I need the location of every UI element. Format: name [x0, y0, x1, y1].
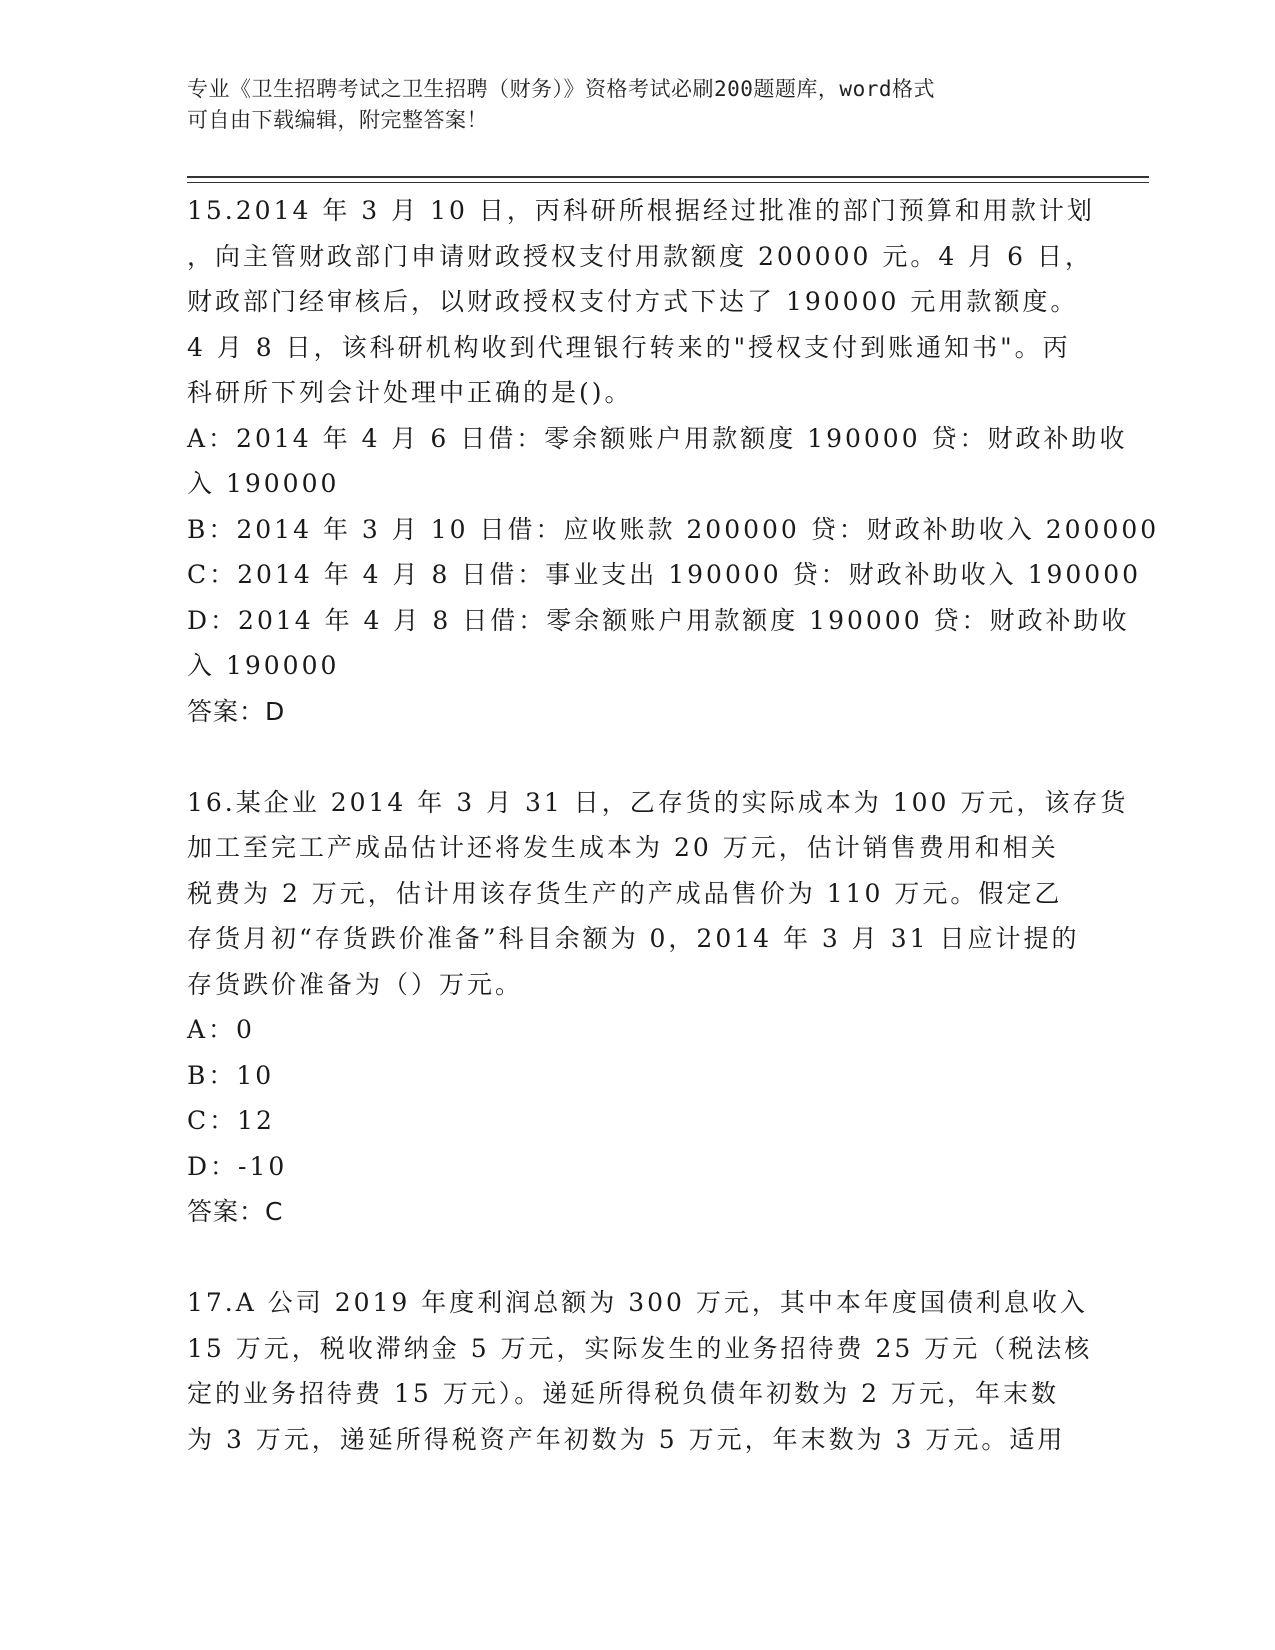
option-d: D：-10	[187, 1151, 288, 1181]
question-15	[187, 188, 1160, 734]
question-text-line: 4 月 8 日，该科研机构收到代理银行转来的"授权支付到账通知书"。丙	[187, 332, 1071, 362]
question-text-line: ，向主管财政部门申请财政授权支付用款额度 200000 元。4 月 6 日，	[187, 241, 1093, 271]
option-c: C：12	[187, 1106, 275, 1135]
page-header	[187, 74, 1067, 136]
question-text-line: 定的业务招待费 15 万元）。递延所得税负债年初数为 2 万元，年末数	[187, 1379, 1060, 1408]
answer-label: 答案：D	[187, 696, 286, 726]
question-text-line: 科研所下列会计处理中正确的是()。	[187, 378, 633, 407]
question-text-line: 17.A 公司 2019 年度利润总额为 300 万元，其中本年度国债利息收入	[187, 1288, 1088, 1317]
option-a: A：2014 年 4 月 6 日借：零余额账户用款额度 190000 贷：财政补助收	[187, 423, 1128, 453]
question-spacer	[187, 734, 1087, 780]
option-a: A：0	[187, 1015, 255, 1044]
answer-label: 答案：C	[187, 1197, 284, 1226]
question-text-line: 税费为 2 万元，估计用该存货生产的产成品售价为 110 万元。假定乙	[187, 878, 1063, 908]
question-text-line: 16.某企业 2014 年 3 月 31 日，乙存货的实际成本为 100 万元，该存货	[187, 787, 1129, 817]
option-b: B：10	[187, 1060, 275, 1090]
header-title-line-1: 专业《卫生招聘考试之卫生招聘（财务）》资格考试必刷200题题库，word格式	[187, 77, 935, 101]
question-spacer	[187, 1235, 1087, 1281]
question-text-line: 15 万元，税收滞纳金 5 万元，实际发生的业务招待费 25 万元（税法核	[187, 1333, 1093, 1363]
question-text-line: 存货跌价准备为（）万元。	[187, 969, 524, 999]
question-text-line: 加工至完工产成品估计还将发生成本为 20 万元，估计销售费用和相关	[187, 833, 1059, 862]
question-17	[187, 1280, 1093, 1462]
option-c: C：2014 年 4 月 8 日借：事业支出 190000 贷：财政补助收入 190000	[187, 560, 1142, 589]
question-text-line: 为 3 万元，递延所得税资产年初数为 5 万元，年末数为 3 万元。适用	[187, 1424, 1066, 1454]
document-body	[187, 188, 1160, 1462]
option-d: D：2014 年 4 月 8 日借：零余额账户用款额度 190000 贷：财政补助收	[187, 605, 1130, 635]
option-a-continued: 入 190000	[187, 469, 340, 498]
header-divider-thick	[187, 176, 1149, 178]
question-text-line: 15.2014 年 3 月 10 日，丙科研所根据经过批准的部门预算和用款计划	[187, 196, 1095, 225]
option-b: B：2014 年 3 月 10 日借：应收账款 200000 贷：财政补助收入 200000	[187, 514, 1160, 544]
question-text-line: 财政部门经审核后，以财政授权支付方式下达了 190000 元用款额度。	[187, 287, 1079, 316]
header-divider-thin	[187, 182, 1149, 183]
header-title-line-2: 可自由下载编辑，附完整答案！	[187, 108, 488, 132]
option-d-continued: 入 190000	[187, 651, 340, 680]
question-16	[187, 780, 1129, 1235]
question-text-line: 存货月初“存货跌价准备”科目余额为 0，2014 年 3 月 31 日应计提的	[187, 924, 1080, 953]
